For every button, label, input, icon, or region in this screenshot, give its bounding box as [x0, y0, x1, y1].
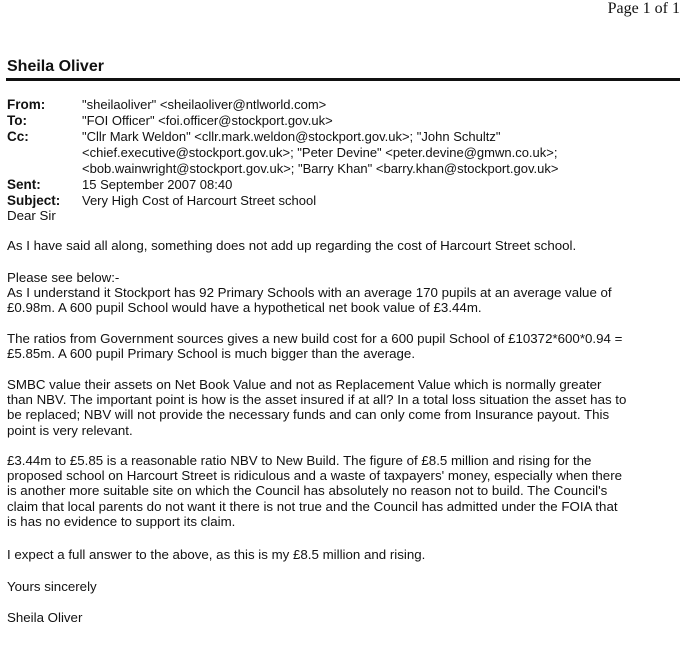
to-value: "FOI Officer" <foi.officer@stockport.gov.uk>	[82, 113, 333, 128]
paragraph-5	[7, 453, 679, 529]
paragraph-line: than NBV. The important point is how is the asset insured if at all? In a total loss situation the asset has to	[7, 392, 627, 408]
paragraph-line: claim that local parents do not want it there is not true and the Council has admitted under the FOIA that	[7, 498, 618, 514]
closing: Yours sincerely	[7, 579, 97, 594]
paragraph-line: I expect a full answer to the above, as this is my £8.5 million and rising.	[7, 547, 426, 562]
cc-line-3: <bob.wainwright@stockport.gov.uk>; "Barry Khan" <barry.khan@stockport.gov.uk>	[82, 161, 559, 176]
paragraph-3	[7, 331, 679, 361]
title-divider	[6, 78, 680, 81]
paragraph-line: £3.44m to £5.85 is a reasonable ratio NBV to New Build. The figure of £8.5 million and rising for the	[7, 453, 592, 468]
page-number: Page 1 of 1	[607, 0, 680, 17]
from-label: From:	[7, 97, 46, 112]
paragraph-line: SMBC value their assets on Net Book Value and not as Replacement Value which is normally greater	[7, 377, 602, 392]
paragraph-line: £5.85m. A 600 pupil Primary School is much bigger than the average.	[7, 346, 416, 362]
sender-name-title: Sheila Oliver	[7, 58, 104, 75]
paragraph-line: proposed school on Harcourt Street is ridiculous and a waste of taxpayers' money, especially when there	[7, 468, 623, 484]
subject-label: Subject:	[7, 193, 61, 208]
paragraph-line: is has no evidence to support its claim.	[7, 513, 236, 529]
paragraph-line: be replaced; NBV will not provide the necessary funds and can only come from Insurance payout. This	[7, 407, 610, 423]
paragraph-line: point is very relevant.	[7, 422, 133, 438]
paragraph-1	[7, 238, 679, 253]
greeting: Dear Sir	[7, 208, 56, 223]
cc-line-1: "Cllr Mark Weldon" <cllr.mark.weldon@stockport.gov.uk>; "John Schultz"	[82, 129, 501, 144]
signature: Sheila Oliver	[7, 610, 83, 625]
sent-label: Sent:	[7, 177, 41, 192]
from-value: "sheilaoliver" <sheilaoliver@ntlworld.com>	[82, 97, 327, 112]
paragraph-line: is another more suitable site on which the Council has absolutely no reason not to build. The Council's	[7, 483, 608, 499]
paragraph-6	[7, 547, 679, 562]
subject-value: Very High Cost of Harcourt Street school	[82, 193, 317, 208]
paragraph-2	[7, 270, 679, 316]
cc-line-2: <chief.executive@stockport.gov.uk>; "Peter Devine" <peter.devine@gmwn.co.uk>;	[82, 145, 558, 160]
cc-label: Cc:	[7, 129, 29, 144]
paragraph-line: £0.98m. A 600 pupil School would have a hypothetical net book value of £3.44m.	[7, 300, 482, 316]
paragraph-line: Please see below:-	[7, 270, 120, 285]
sent-value: 15 September 2007 08:40	[82, 177, 233, 192]
paragraph-4	[7, 377, 679, 438]
paragraph-line: The ratios from Government sources gives a new build cost for a 600 pupil School of £10372*600*0.94 =	[7, 331, 623, 346]
paragraph-line: As I have said all along, something does not add up regarding the cost of Harcourt Street school.	[7, 238, 577, 253]
paragraph-line: As I understand it Stockport has 92 Primary Schools with an average 170 pupils at an average value of	[7, 285, 612, 301]
to-label: To:	[7, 113, 27, 128]
